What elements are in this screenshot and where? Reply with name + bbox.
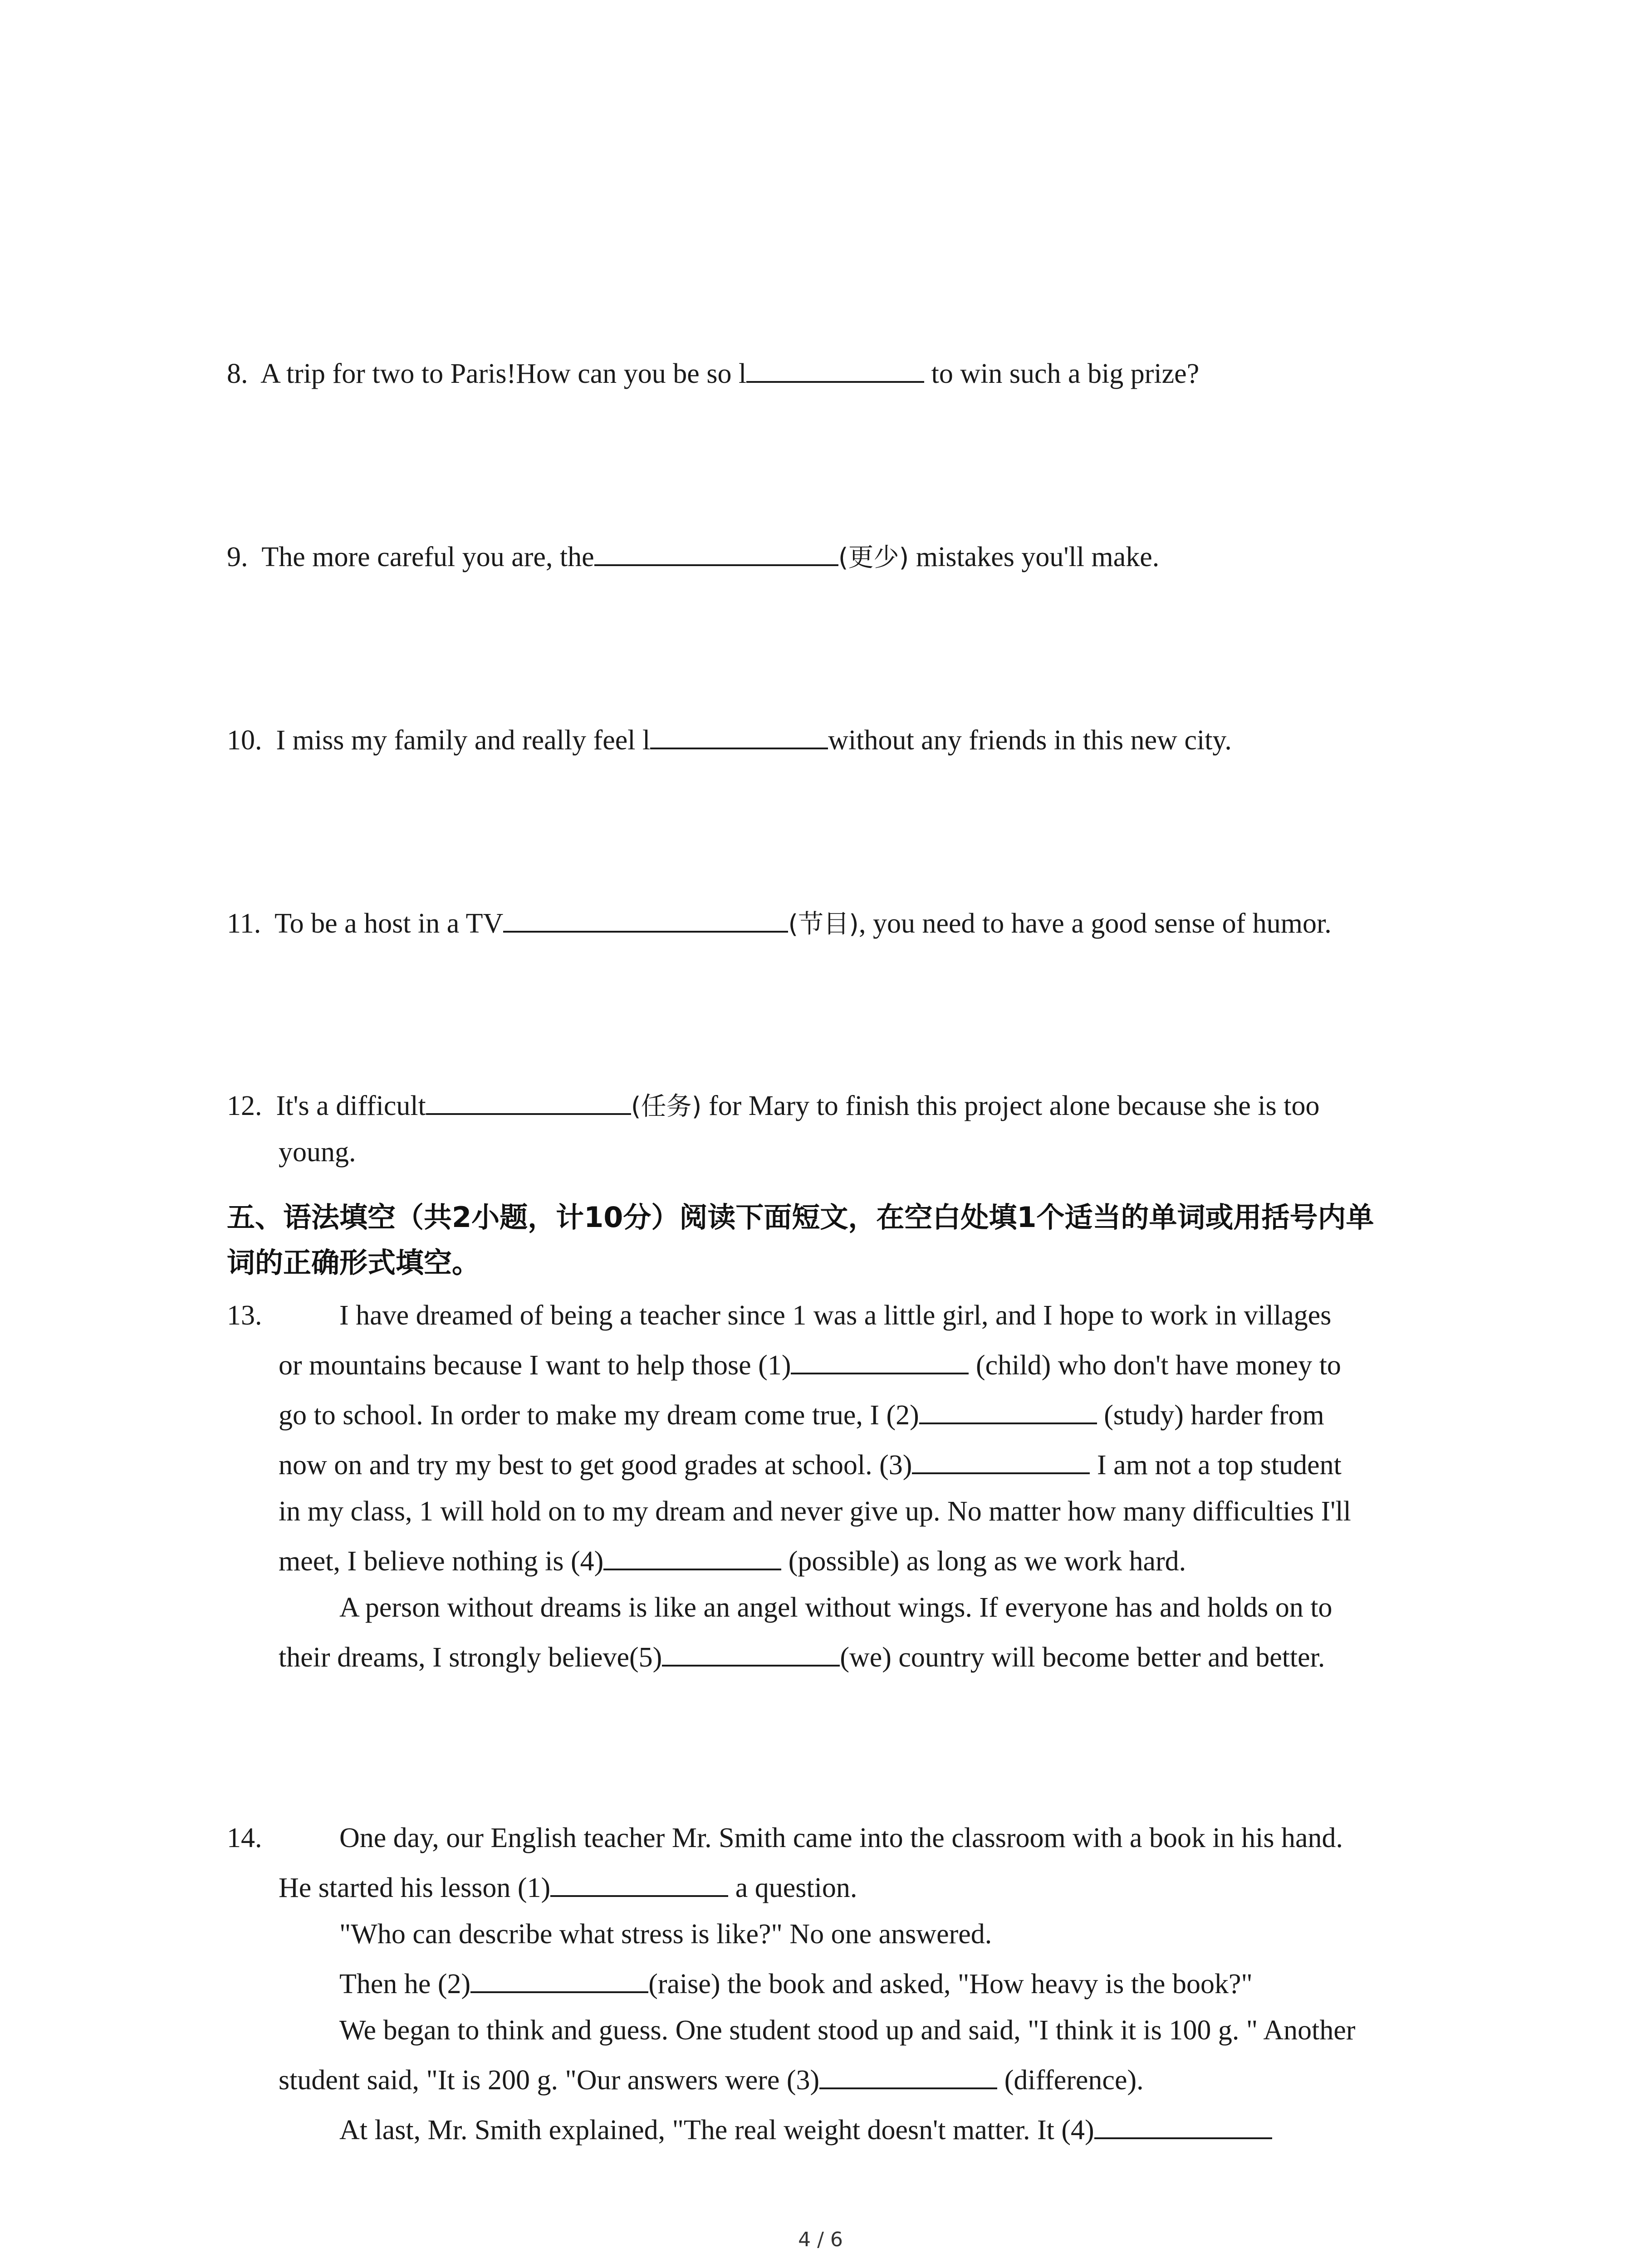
passage-text: now on and try my best to get good grades at school. (3) bbox=[279, 1450, 912, 1481]
passage-line bbox=[279, 1639, 1325, 1676]
question-number: 9. bbox=[227, 542, 248, 572]
answer-blank[interactable] bbox=[603, 1543, 781, 1570]
passage-text: go to school. In order to make my dream come true, I (2) bbox=[279, 1400, 919, 1431]
question-text: to win such a big prize? bbox=[924, 358, 1200, 389]
passage-text: student said, "It is 200 g. "Our answers were (3) bbox=[279, 2065, 820, 2096]
answer-blank[interactable] bbox=[819, 2062, 997, 2089]
passage-line: We began to think and guess. One student stood up and said, "I think it is 100 g. " Another bbox=[339, 2015, 1356, 2046]
passage-text: meet, I believe nothing is (4) bbox=[279, 1546, 604, 1577]
passage-text: Then he (2) bbox=[339, 1969, 471, 1999]
question-text: It's a difficult bbox=[276, 1090, 426, 1121]
question-text: A trip for two to Paris!How can you be so l bbox=[260, 358, 747, 389]
passage-line bbox=[279, 2062, 1144, 2098]
chinese-hint: (节目) bbox=[788, 909, 859, 939]
section-heading-continuation: 词的正确形式填空。 bbox=[227, 1246, 480, 1279]
passage-text: (we) country will become better and better. bbox=[840, 1642, 1325, 1673]
question-number: 14. bbox=[227, 1823, 262, 1853]
passage-line bbox=[279, 1870, 857, 1906]
passage-text: their dreams, I strongly believe(5) bbox=[279, 1642, 662, 1673]
question-11 bbox=[227, 905, 1332, 943]
question-number: 10. bbox=[227, 725, 262, 756]
passage-text: (study) harder from bbox=[1097, 1400, 1324, 1431]
question-9 bbox=[227, 539, 1159, 576]
question-text: without any friends in this new city. bbox=[828, 725, 1232, 756]
question-text: The more careful you are, the bbox=[261, 542, 594, 572]
passage-text: (possible) as long as we work hard. bbox=[781, 1546, 1186, 1577]
passage-text: (difference). bbox=[997, 2065, 1144, 2096]
section-heading: 五、语法填空（共2小题，计10分）阅读下面短文，在空白处填1个适当的单词或用括号内单 bbox=[227, 1201, 1374, 1234]
chinese-hint: (更少) bbox=[838, 543, 909, 572]
passage-text: I am not a top student bbox=[1090, 1450, 1342, 1481]
question-number: 12. bbox=[227, 1090, 262, 1121]
question-text: mistakes you'll make. bbox=[909, 542, 1160, 572]
passage-line: "Who can describe what stress is like?" No one answered. bbox=[339, 1919, 992, 1950]
answer-blank[interactable] bbox=[662, 1639, 840, 1667]
passage-text: He started his lesson (1) bbox=[279, 1872, 551, 1903]
passage-line bbox=[279, 1447, 1342, 1483]
passage-line bbox=[279, 1347, 1341, 1383]
question-number: 11. bbox=[227, 908, 261, 939]
passage-line: I have dreamed of being a teacher since 1 was a little girl, and I hope to work in villages bbox=[339, 1300, 1332, 1331]
question-text: To be a host in a TV bbox=[274, 908, 504, 939]
question-text: , you need to have a good sense of humor. bbox=[859, 908, 1332, 939]
page-number: 4 / 6 bbox=[798, 2228, 843, 2251]
question-8 bbox=[227, 356, 1199, 392]
answer-blank[interactable] bbox=[426, 1088, 631, 1115]
answer-blank[interactable] bbox=[912, 1447, 1090, 1474]
question-text: I miss my family and really feel l bbox=[276, 725, 651, 756]
question-10 bbox=[227, 722, 1232, 758]
passage-line: A person without dreams is like an angel without wings. If everyone has and holds on to bbox=[339, 1592, 1332, 1623]
answer-blank[interactable] bbox=[746, 356, 924, 383]
passage-line bbox=[279, 1543, 1186, 1579]
passage-line: One day, our English teacher Mr. Smith came into the classroom with a book in his hand. bbox=[339, 1823, 1343, 1853]
answer-blank[interactable] bbox=[503, 905, 788, 933]
answer-blank[interactable] bbox=[791, 1347, 969, 1374]
passage-text: (raise) the book and asked, "How heavy is the book?" bbox=[648, 1969, 1253, 1999]
passage-text: a question. bbox=[728, 1872, 857, 1903]
passage-line bbox=[279, 1397, 1324, 1433]
question-text: for Mary to finish this project alone because she is too bbox=[701, 1090, 1320, 1121]
answer-blank[interactable] bbox=[470, 1966, 648, 1993]
passage-line bbox=[339, 1966, 1253, 2002]
passage-text: or mountains because I want to help those (1) bbox=[279, 1350, 791, 1381]
answer-blank[interactable] bbox=[594, 539, 838, 566]
question-12 bbox=[227, 1088, 1319, 1125]
passage-text: (child) who don't have money to bbox=[969, 1350, 1341, 1381]
question-number: 13. bbox=[227, 1300, 262, 1331]
chinese-hint: (任务) bbox=[631, 1092, 702, 1121]
answer-blank[interactable] bbox=[1094, 2112, 1272, 2139]
passage-line: in my class, 1 will hold on to my dream and never give up. No matter how many difficulties I'll bbox=[279, 1496, 1351, 1527]
answer-blank[interactable] bbox=[550, 1870, 728, 1897]
passage-text: At last, Mr. Smith explained, "The real weight doesn't matter. It (4) bbox=[339, 2115, 1094, 2146]
passage-line bbox=[339, 2112, 1272, 2148]
question-12-continuation: young. bbox=[279, 1137, 356, 1168]
question-number: 8. bbox=[227, 358, 248, 389]
answer-blank[interactable] bbox=[919, 1397, 1097, 1424]
answer-blank[interactable] bbox=[650, 722, 828, 749]
